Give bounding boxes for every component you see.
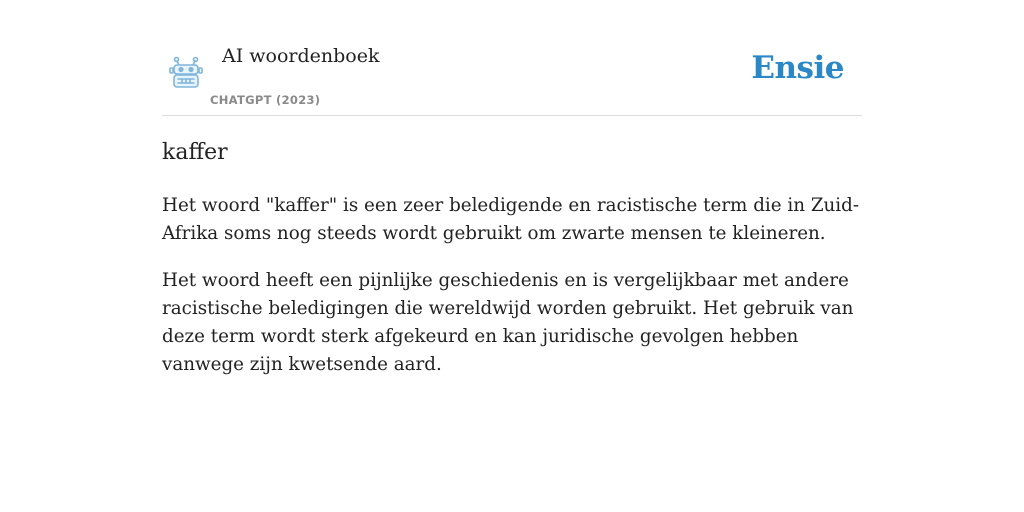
robot-icon — [166, 52, 206, 90]
brand-logo-link[interactable]: Ensie — [751, 50, 844, 86]
entry-card — [162, 0, 862, 512]
source-title[interactable]: AI woordenboek — [222, 45, 380, 67]
source-meta: CHATGPT (2023) — [210, 93, 321, 107]
entry-definition — [162, 192, 862, 398]
entry-header — [162, 0, 862, 116]
definition-paragraph: Het woord "kaffer" is een zeer beledigende en racistische term die in Zuid-Afrika soms nog steeds wordt gebruikt om zwarte mensen te kleineren. — [162, 195, 860, 244]
definition-paragraph: Het woord heeft een pijnlijke geschiedenis en is vergelijkbaar met andere racistische beledigingen die wereldwijd worden gebruikt. Het gebruik van deze term wordt sterk afgekeurd en kan juridische gevolgen hebben vanwege zijn kwetsende aard. — [162, 270, 854, 375]
entry-term: kaffer — [162, 140, 228, 165]
